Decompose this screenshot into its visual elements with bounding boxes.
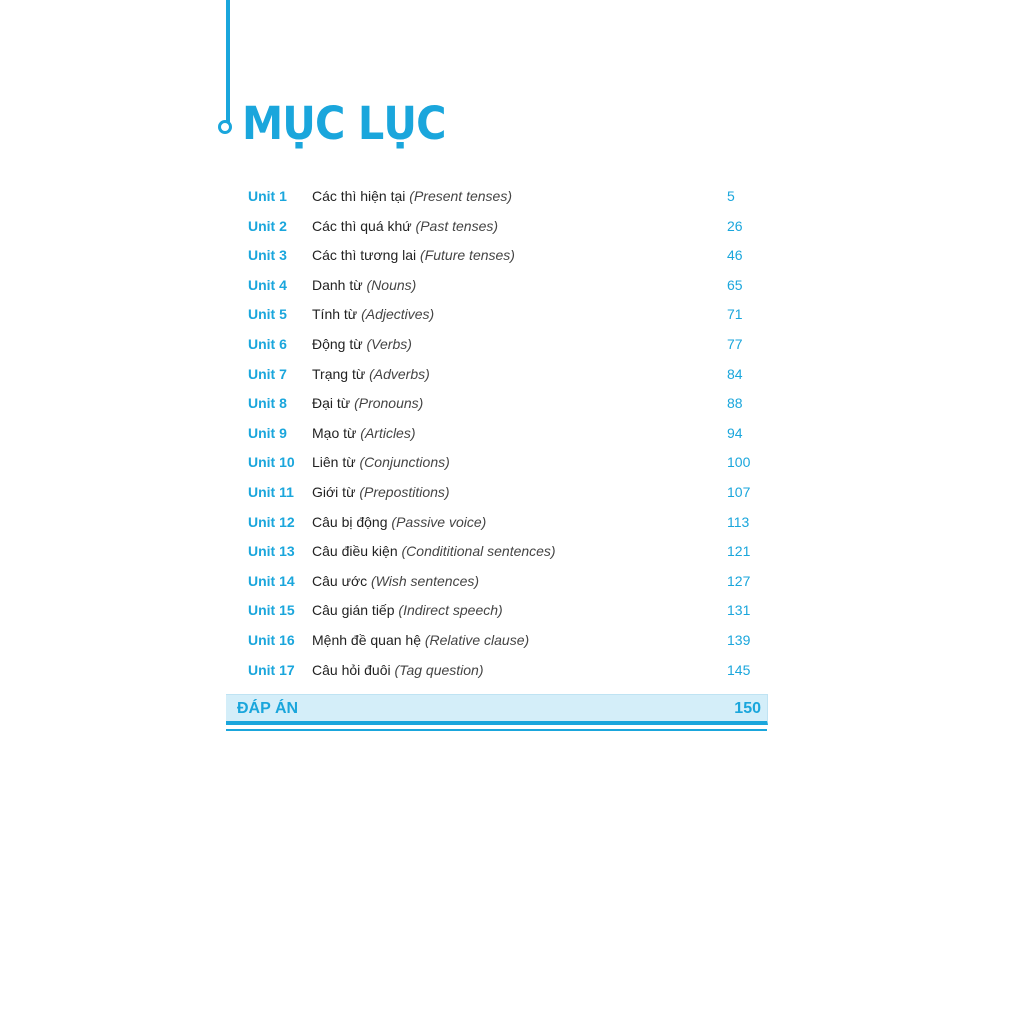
unit-title-vietnamese: Liên từ xyxy=(312,454,356,471)
unit-page-number: 88 xyxy=(727,395,743,412)
unit-title xyxy=(312,478,450,508)
toc-entry[interactable] xyxy=(248,360,768,390)
unit-title-english: (Relative clause) xyxy=(424,631,530,648)
decorative-vertical-line xyxy=(226,0,230,122)
toc-entry[interactable] xyxy=(248,182,768,212)
unit-label: Unit 4 xyxy=(248,276,287,293)
unit-page-number: 65 xyxy=(727,276,743,293)
unit-label: Unit 11 xyxy=(248,483,294,500)
unit-title xyxy=(312,330,412,360)
unit-title-vietnamese: Động từ xyxy=(312,335,363,352)
unit-page-number: 77 xyxy=(727,335,743,352)
unit-label: Unit 1 xyxy=(248,188,287,204)
unit-title-english: (Past tenses) xyxy=(415,217,499,234)
unit-title xyxy=(312,419,416,449)
unit-page-number: 145 xyxy=(727,661,751,678)
unit-label: Unit 17 xyxy=(248,661,295,678)
unit-title-english: (Articles) xyxy=(360,424,416,441)
unit-label: Unit 15 xyxy=(248,602,295,619)
unit-page-number: 5 xyxy=(727,188,735,204)
unit-title-english: (Adverbs) xyxy=(369,365,430,382)
unit-page-number: 46 xyxy=(727,247,743,264)
unit-page-number: 131 xyxy=(727,602,751,619)
toc-entry[interactable] xyxy=(248,448,768,478)
unit-title xyxy=(312,508,486,538)
toc-entry[interactable] xyxy=(248,271,768,301)
page-title: MỤC LỤC xyxy=(242,97,446,150)
unit-label: Unit 7 xyxy=(248,365,287,382)
unit-title-english: (Future tenses) xyxy=(420,247,515,264)
unit-label: Unit 12 xyxy=(248,513,295,530)
unit-title xyxy=(312,360,430,390)
unit-title-vietnamese: Câu điều kiện xyxy=(312,543,398,560)
unit-title-vietnamese: Danh từ xyxy=(312,276,363,293)
toc-entry[interactable] xyxy=(248,567,768,597)
toc-entry[interactable] xyxy=(248,241,768,271)
answer-key-page-number: 150 xyxy=(734,700,761,717)
toc-entry[interactable] xyxy=(248,419,768,449)
unit-page-number: 84 xyxy=(727,365,743,382)
toc-entry[interactable] xyxy=(248,300,768,330)
unit-page-number: 139 xyxy=(727,631,751,648)
unit-label: Unit 10 xyxy=(248,454,295,471)
unit-title-vietnamese: Các thì quá khứ xyxy=(312,217,412,234)
unit-title-vietnamese: Câu bị động xyxy=(312,513,388,530)
unit-page-number: 94 xyxy=(727,424,743,441)
unit-label: Unit 14 xyxy=(248,572,295,589)
unit-title-english: (Adjectives) xyxy=(361,306,435,323)
unit-title-english: (Wish sentences) xyxy=(371,572,480,589)
unit-page-number: 26 xyxy=(727,217,743,234)
unit-title-english: (Passive voice) xyxy=(391,513,487,530)
unit-title-english: (Present tenses) xyxy=(409,188,512,204)
unit-title-english: (Conjunctions) xyxy=(359,454,450,471)
unit-title-english: (Indirect speech) xyxy=(398,602,503,619)
unit-title-vietnamese: Mạo từ xyxy=(312,424,357,441)
table-of-contents xyxy=(248,182,768,685)
answer-key-row[interactable] xyxy=(226,694,768,725)
unit-title-vietnamese: Mệnh đề quan hệ xyxy=(312,631,421,648)
unit-label: Unit 3 xyxy=(248,247,287,264)
unit-label: Unit 5 xyxy=(248,306,287,323)
unit-title-vietnamese: Các thì hiện tại xyxy=(312,188,406,204)
unit-title-english: (Condititional sentences) xyxy=(401,543,556,560)
unit-title-english: (Verbs) xyxy=(366,335,412,352)
unit-title xyxy=(312,271,416,301)
unit-title-vietnamese: Giới từ xyxy=(312,483,356,500)
unit-page-number: 127 xyxy=(727,572,751,589)
toc-entry[interactable] xyxy=(248,626,768,656)
unit-label: Unit 13 xyxy=(248,543,295,560)
unit-title xyxy=(312,300,434,330)
unit-page-number: 107 xyxy=(727,483,751,500)
unit-title-vietnamese: Các thì tương lai xyxy=(312,247,417,264)
unit-label: Unit 16 xyxy=(248,631,295,648)
unit-title xyxy=(312,596,503,626)
unit-title xyxy=(312,626,529,656)
toc-entry[interactable] xyxy=(248,508,768,538)
unit-page-number: 71 xyxy=(727,306,743,323)
unit-label: Unit 8 xyxy=(248,395,287,412)
toc-entry[interactable] xyxy=(248,478,768,508)
unit-label: Unit 9 xyxy=(248,424,287,441)
unit-title xyxy=(312,389,423,419)
unit-title-english: (Nouns) xyxy=(366,276,417,293)
toc-entry[interactable] xyxy=(248,212,768,242)
unit-title xyxy=(312,182,512,212)
unit-title-vietnamese: Câu ước xyxy=(312,572,368,589)
toc-entry[interactable] xyxy=(248,330,768,360)
unit-title xyxy=(312,212,498,242)
unit-title xyxy=(312,448,450,478)
unit-label: Unit 2 xyxy=(248,217,287,234)
unit-title-vietnamese: Đại từ xyxy=(312,395,351,412)
unit-title-english: (Pronouns) xyxy=(354,395,424,412)
toc-entry[interactable] xyxy=(248,537,768,567)
toc-entry[interactable] xyxy=(248,596,768,626)
unit-title-vietnamese: Câu hỏi đuôi xyxy=(312,661,391,678)
decorative-ring-marker xyxy=(218,120,232,134)
unit-label: Unit 6 xyxy=(248,335,287,352)
toc-entry[interactable] xyxy=(248,389,768,419)
answer-key-label: ĐÁP ÁN xyxy=(237,700,299,717)
unit-title-vietnamese: Trạng từ xyxy=(312,365,366,382)
unit-page-number: 113 xyxy=(727,513,750,530)
unit-title-english: (Tag question) xyxy=(394,661,484,678)
unit-title xyxy=(312,656,484,686)
unit-page-number: 121 xyxy=(727,543,751,560)
unit-title xyxy=(312,241,515,271)
unit-title-english: (Prepostitions) xyxy=(359,483,450,500)
unit-title xyxy=(312,537,556,567)
unit-title xyxy=(312,567,479,597)
unit-title-vietnamese: Câu gián tiếp xyxy=(312,602,395,619)
unit-title-vietnamese: Tính từ xyxy=(312,306,358,323)
toc-entry[interactable] xyxy=(248,656,768,686)
unit-page-number: 100 xyxy=(727,454,751,471)
